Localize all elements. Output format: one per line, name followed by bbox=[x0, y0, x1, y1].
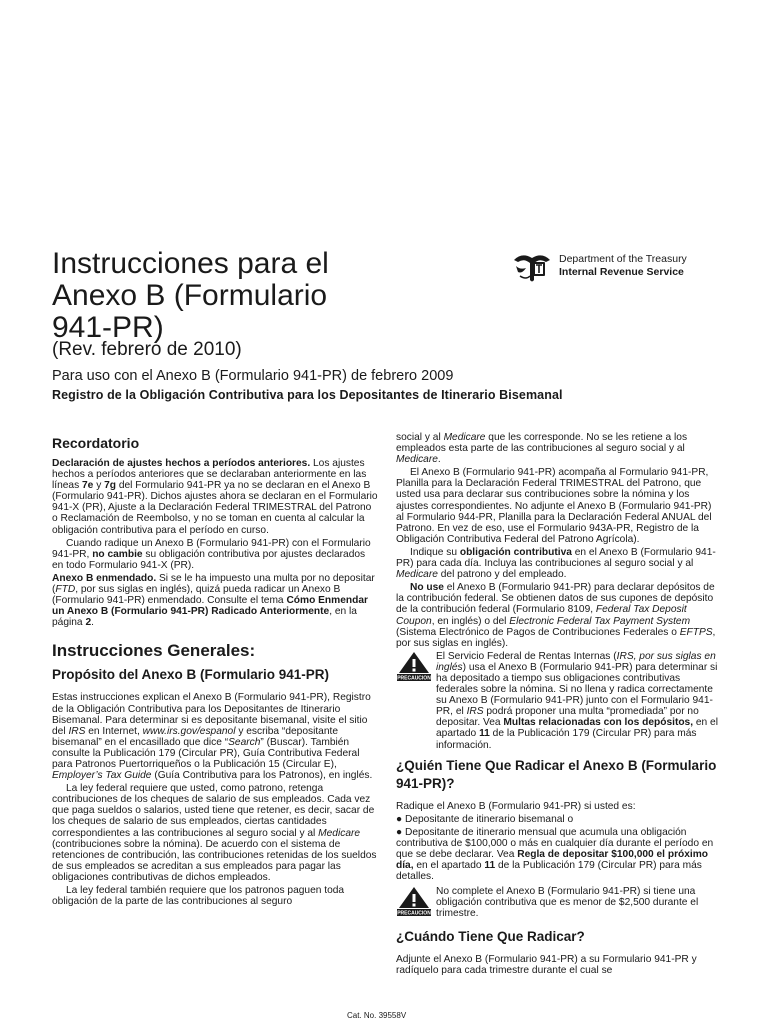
caution-text-1 bbox=[436, 651, 718, 751]
acronym: IRS bbox=[466, 706, 484, 718]
when-to-file-heading: ¿Cuándo Tiene Que Radicar? bbox=[396, 928, 585, 944]
text: en el apartado bbox=[436, 717, 718, 740]
text: . bbox=[91, 617, 94, 629]
withholding-paragraph bbox=[52, 783, 378, 883]
adjustments-paragraph bbox=[52, 458, 378, 536]
caution-notice-1 bbox=[396, 651, 718, 751]
caution-notice-2 bbox=[396, 886, 718, 919]
bullet-monthly bbox=[396, 827, 718, 882]
text: y escriba “depositante bisemanal” en el encasillado que dice “ bbox=[52, 725, 338, 748]
caution-warning-icon bbox=[396, 651, 432, 681]
caution-warning-icon bbox=[396, 886, 432, 916]
agency-irs: Internal Revenue Service bbox=[559, 266, 684, 278]
program-name: Medicare bbox=[396, 569, 438, 581]
text: Si se le ha impuesto una multa por no depositar ( bbox=[52, 572, 375, 596]
agency-block bbox=[512, 250, 732, 284]
text: el Anexo B (Formulario 941-PR) para declarar depósitos de la contribución federal. Se obtienen datos de sus cupones de depósito de la contribución federal (Formulario 8109, bbox=[396, 582, 715, 616]
amended-label: Anexo B enmendado. bbox=[52, 572, 157, 584]
text: y bbox=[93, 480, 105, 492]
right-column bbox=[396, 432, 718, 978]
section-reference: 11 bbox=[479, 728, 490, 740]
section-reference: 11 bbox=[484, 860, 496, 872]
text: ” (Buscar). También consulte la Publicación 179 (Circular PR), Guía Contributiva Federal para Patronos Puertorriqueños o la Publicación 15 (Circular E), bbox=[52, 736, 360, 770]
emphasis: no cambie bbox=[92, 548, 143, 560]
employer-share-paragraph: La ley federal también requiere que los patronos paguen toda obligación de la parte de las contribuciones al seguro bbox=[52, 885, 345, 908]
do-not-use-paragraph bbox=[396, 582, 718, 649]
text: Cuando radique un Anexo B (Formulario 941-PR) con el Formulario 941-PR, bbox=[52, 537, 371, 560]
purpose-heading: Propósito del Anexo B (Formulario 941-PR) bbox=[52, 667, 330, 683]
acronym: IRS, por sus siglas en inglés bbox=[436, 650, 716, 673]
who-must-file-heading: ¿Quién Tiene Que Radicar el Anexo B (Formulario 941-PR)? bbox=[396, 757, 717, 791]
left-column bbox=[52, 432, 378, 909]
medicare-continuation-paragraph bbox=[396, 432, 718, 465]
form-name: Federal Tax Deposit Coupon bbox=[396, 604, 687, 627]
text: de la Publicación 179 (Circular PR) para más información. bbox=[436, 728, 697, 751]
text: . bbox=[437, 454, 441, 466]
text: , por sus siglas en inglés), quizá pueda radicar un Anexo B (Formulario 941-PR) enmendado. Consulte el tema bbox=[52, 584, 341, 607]
line-ref: 7e bbox=[82, 480, 94, 492]
text: podrá proponer una multa “promediada” por no depositar. Vea bbox=[436, 706, 699, 729]
who-must-file-intro: Radique el Anexo B (Formulario 941-PR) si usted es: bbox=[396, 800, 636, 812]
irs-eagle-logo-icon bbox=[512, 250, 552, 284]
title-line-3: 941-PR) bbox=[52, 311, 164, 344]
text: social y al bbox=[396, 432, 444, 443]
text: La ley federal requiere que usted, como patrono, retenga contribuciones de los cheques de salario de sus empleados. Cada vez que paga sueldos o salarios, usted tiene que retener, es decir, sacar de los cheques de salario de sus empleados, ciertas cantidades correspondientes a las contribuciones al seguro social y al bbox=[52, 783, 375, 839]
adjustments-label: Declaración de ajustes hechos a períodos anteriores. bbox=[52, 458, 311, 469]
topic-reference: Multas relacionadas con los depósitos, bbox=[503, 717, 694, 729]
emphasis: No use bbox=[410, 582, 444, 594]
text: ● Depositante de itinerario mensual que acumula una obligación contributiva de $100,000 o más en cualquier día durante el período en que se debe declarar. Vea bbox=[396, 826, 714, 860]
page-reference: 2 bbox=[85, 617, 92, 629]
text: que les corresponde. No se les retiene a los empleados esta parte de las contribuciones al seguro social y al bbox=[396, 432, 688, 455]
catalog-number: Cat. No. 39558V bbox=[347, 1011, 407, 1020]
text: del Formulario 941-PR ya no se declaran en el Anexo B (Formulario 941-PR). Dichos ajustes ahora se declaran en el Formulario 941-X (PR), Ajuste a la Declaración Federal TRIMESTRAL del Patrono o Reclamación de Reembolso, y no se toman en cuenta al calcular la obligación contributiva para el período en curso. bbox=[52, 480, 378, 536]
general-instructions-heading: Instrucciones Generales: bbox=[52, 641, 256, 661]
form-full-title: Registro de la Obligación Contributiva para los Depositantes de Itinerario Bisemanal bbox=[52, 388, 563, 402]
topic-reference: Cómo Enmendar un Anexo B (Formulario 941-PR) Radicado Anteriormente bbox=[52, 595, 368, 618]
text: en Internet, bbox=[85, 725, 143, 737]
text: de la Publicación 179 (Circular PR) para más detalles. bbox=[396, 860, 702, 883]
liability-paragraph bbox=[396, 547, 718, 580]
text: , en la página bbox=[52, 606, 357, 629]
title-line-2: Anexo B (Formulario bbox=[52, 279, 328, 312]
text: (Guía Contributiva para los Patronos), en inglés. bbox=[151, 770, 373, 782]
emphasis: obligación contributiva bbox=[459, 546, 572, 558]
agency-department: Department of the Treasury bbox=[559, 253, 687, 265]
no-change-paragraph bbox=[52, 538, 378, 571]
text: Indique su bbox=[410, 546, 460, 558]
text: (Sistema Electrónico de Pagos de Contribuciones Federales o bbox=[396, 626, 680, 638]
rule-reference: Regla de depositar $100,000 el próximo día, bbox=[396, 849, 709, 872]
text: del patrono y del empleado. bbox=[437, 569, 567, 581]
line-ref: 7g bbox=[104, 480, 117, 492]
text: Estas instrucciones explican el Anexo B (Formulario 941-PR), Registro de la Obligación Contributiva para los Depositantes de Itinerario Bisemanal. Para determinar si es depositante bisemanal, visite el sitio del bbox=[52, 692, 371, 737]
bullet-semiweekly: ● Depositante de itinerario bisemanal o bbox=[396, 813, 574, 825]
program-name: Medicare bbox=[443, 432, 486, 443]
text: en el apartado bbox=[413, 860, 485, 872]
publication-title: Employer’s Tax Guide bbox=[52, 770, 152, 782]
caution-text-2: No complete el Anexo B (Formulario 941-PR) si tiene una obligación contributiva que es menor de $2,500 durante el trimestre. bbox=[436, 886, 699, 920]
text: ) usa el Anexo B (Formulario 941-PR) para determinar si ha depositado a tiempo sus obligaciones contributivas federales sobre la nómina. Si no llena y radica correctamente su Anexo B (Formulario 941-PR) junto con el Formulario 941-PR, el bbox=[436, 661, 718, 718]
acronym: FTD bbox=[55, 584, 76, 596]
acronym: IRS bbox=[68, 725, 86, 737]
text: , en inglés) o del bbox=[431, 615, 510, 627]
title-line-1: Instrucciones para el bbox=[52, 247, 329, 280]
when-to-file-paragraph: Adjunte el Anexo B (Formulario 941-PR) a su Formulario 941-PR y radíquelo para cada trimestre durante el cual se bbox=[396, 953, 697, 976]
caution-label: PRECAUCION bbox=[397, 675, 431, 681]
page-title bbox=[52, 248, 472, 344]
acronym: EFTPS bbox=[679, 626, 713, 638]
attach-paragraph: El Anexo B (Formulario 941-PR) acompaña al Formulario 941-PR, Planilla para la Declaración Federal TRIMESTRAL del Patrono, que usted usa para declarar sus contribuciones sobre la nómina y los ajustes correspondientes. No adjunte el Anexo B (Formulario 941-PR) al Formulario 944-PR, Planilla para la Declaración Federal ANUAL del Patrono. En vez de eso, use el Formulario 943A-PR, Registro de la Obligación Contributiva Federal del Patrono Agrícola). bbox=[396, 467, 712, 545]
program-name: Medicare bbox=[396, 454, 438, 466]
text: (contribuciones sobre la nómina). De acuerdo con el sistema de retenciones de contribución, las contribuciones retenidas de los sueldos de sus empleados se acreditan a sus empleados para pagar las obligaciones contributivas de dichos empleados. bbox=[52, 838, 377, 883]
revision-date: (Rev. febrero de 2010) bbox=[52, 339, 242, 360]
text: El Servicio Federal de Rentas Internas ( bbox=[436, 650, 617, 662]
text: Los ajustes hechos a períodos anteriores que se declaraban anteriormente en las líneas bbox=[52, 458, 367, 492]
website-link[interactable]: www.irs.gov/espanol bbox=[142, 725, 236, 737]
recordatorio-heading: Recordatorio bbox=[52, 435, 140, 451]
purpose-paragraph bbox=[52, 692, 378, 781]
form-subtitle: Para uso con el Anexo B (Formulario 941-PR) de febrero 2009 bbox=[52, 368, 454, 384]
amended-paragraph bbox=[52, 573, 378, 628]
search-term: Search bbox=[228, 736, 261, 748]
text: en el Anexo B (Formulario 941-PR) para cada día. Incluya las contribuciones al seguro social y al bbox=[396, 546, 716, 570]
program-name: Medicare bbox=[318, 827, 361, 839]
text: , por sus siglas en inglés). bbox=[396, 626, 716, 649]
system-name: Electronic Federal Tax Payment System bbox=[509, 615, 691, 627]
caution-label: PRECAUCION bbox=[397, 910, 431, 917]
text: su obligación contributiva por ajustes declarados en todo Formulario 941-X (PR). bbox=[52, 548, 366, 571]
